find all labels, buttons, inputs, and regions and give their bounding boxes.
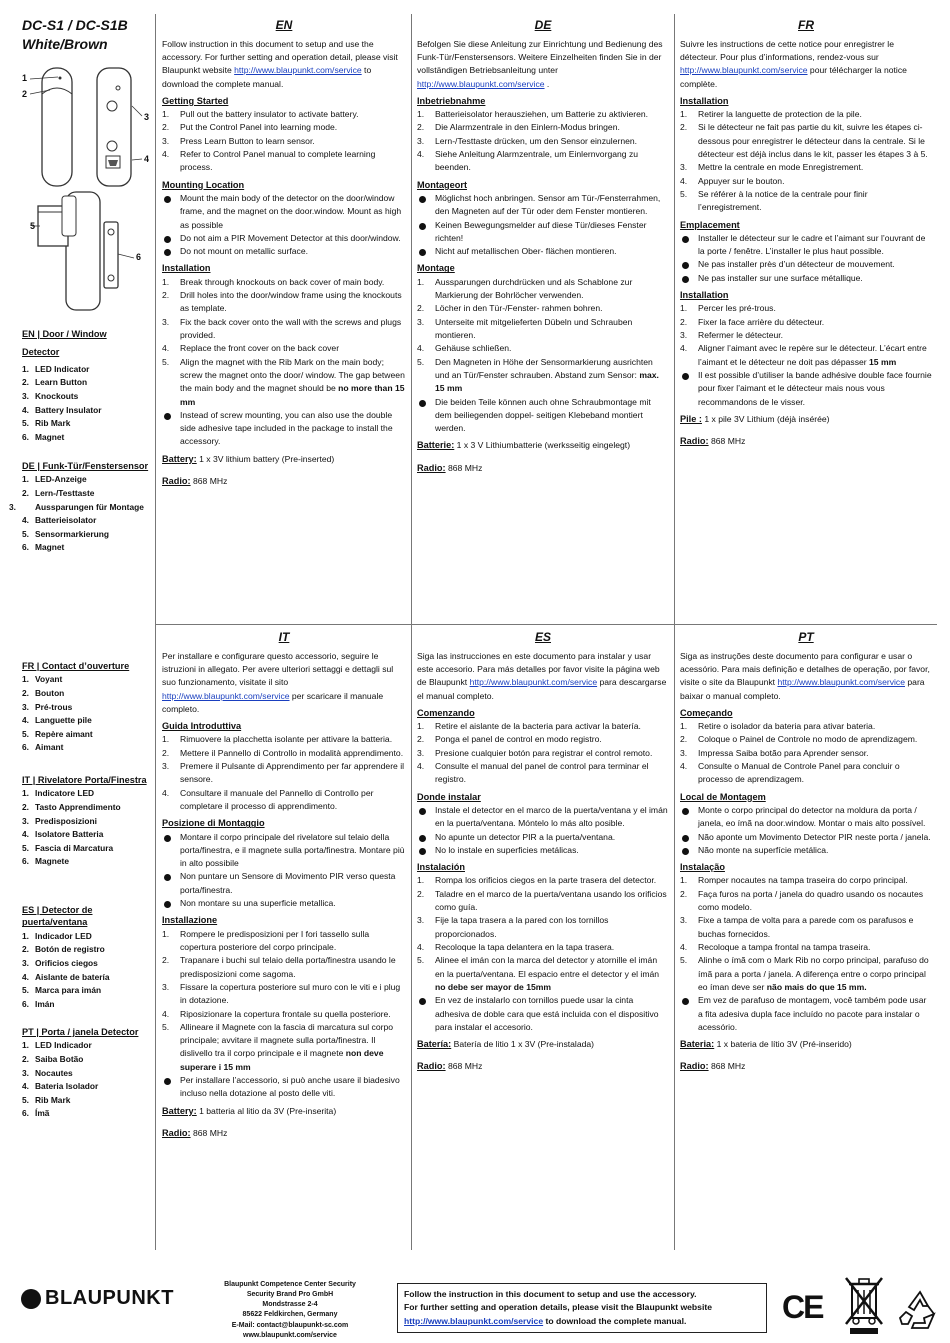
list-item: 3. Press Learn Button to learn sensor.: [162, 135, 315, 146]
ce-mark: CE: [782, 1289, 823, 1325]
language-title: FR: [798, 18, 814, 32]
list-item: 5. Fascia di Marcatura: [22, 842, 114, 853]
list-item: 5. Alinhe o ímã com o Mark Rib no corpo principal, parafuso do ímã para a porta / janela. A diferença entre o corpo principal eo íman deve ser não mais do que 15 mm.: [680, 955, 929, 992]
bullet-icon: [682, 262, 689, 269]
bullet-icon: [419, 998, 426, 1005]
language-title: IT: [278, 630, 290, 644]
parts-heading: ES | Detector de puerta/ventana: [22, 905, 93, 928]
parts-list-pt: [22, 1020, 152, 1121]
intro-text: Siga as instruções deste documento para configurar e usar o acessório. Para mais definição e detalhes de operação, por favor, visite o site da Blaupunkt http://www.blaupunkt.com/service para baixar o manual completo.: [680, 650, 930, 701]
list-item: 2. Tasto Apprendimento: [22, 802, 121, 813]
list-item: 6. Aimant: [22, 742, 64, 753]
list-item: 5. Marca para imán: [22, 985, 102, 996]
product-subtitle: White/Brown: [22, 35, 108, 52]
list-item: Monte o corpo principal do detector na moldura da porta / janela, eo ímã na door.window. Montar o mais alto possível.: [680, 804, 932, 831]
list-item: 2. Fixer la face arrière du détecteur.: [680, 316, 825, 327]
section-heading: Inbetriebnahme: [417, 95, 486, 106]
intro-text: Suivre les instructions de cette notice pour enregistrer le détecteur. Pour plus d’informations, rendez-vous sur http://www.blaupunkt.com/service pour télécharger la notice complète.: [680, 38, 907, 89]
list-item: 2. Si le détecteur ne fait pas partie du kit, suivre les étapes ci-dessous pour enregistrer le détecteur dans la centrale. Si le détecteur est déjà inclus dans le kit, passer les étapes 3 à 5.: [680, 122, 928, 160]
list-item: 3. Unterseite mit mitgelieferten Dübeln und Schrauben montieren.: [417, 316, 633, 340]
section-heading: Começando: [680, 707, 733, 718]
radio-spec: Radio: 868 MHz: [417, 462, 483, 473]
intro-text: Per installare e configurare questo accessorio, seguire le istruzioni in allegato. Per avere ulteriori settaggi e dettagli sul suo funzionamento, visitate il sito http://www.blaupunkt.com/service per scaricare il manuale completo.: [162, 650, 394, 714]
list-item: 1. Rimuovere la placchetta isolante per attivare la batteria.: [162, 734, 393, 745]
list-item: 1. Retire el aislante de la bacteria para activar la batería.: [417, 721, 641, 732]
language-title: EN: [275, 18, 293, 32]
bullet-icon: [164, 249, 171, 256]
list-item: 1. Pull out the battery insulator to activate battery.: [162, 109, 359, 120]
section-heading: Local de Montagem: [680, 791, 766, 802]
list-item: Il est possible d’utiliser la bande adhésive double face fournie pour fixer l’aimant et le détecteur mais nous vous recommandons de le visser.: [680, 369, 932, 409]
parts-subheading: Detector: [22, 347, 60, 358]
list-item: 3. Pré-trous: [22, 701, 73, 712]
parts-list-it: [22, 768, 152, 869]
list-item: 1. Percer les pré-trous.: [680, 303, 776, 314]
list-item: 4. Replace the front cover on the back cover: [162, 343, 340, 354]
bullet-icon: [164, 1078, 171, 1085]
list-item: 5. Rib Mark: [22, 418, 71, 429]
list-item: 1. Aussparungen durchdrücken und als Schablone zur Markierung der Bohrlöcher verwenden.: [417, 276, 633, 301]
list-item: Ne pas installer près d’un détecteur de mouvement.: [680, 258, 932, 271]
callout-6: 6: [136, 252, 142, 262]
intro-text: Siga las instrucciones en este documento para instalar y usar este accesorio. Para más detalles por favor visite la página web de Blaupunkt http://www.blaupunkt.com/service para descargarse el manual completo.: [417, 650, 667, 701]
list-item: 6. Imán: [22, 998, 55, 1009]
list-item: 4. Consulte o Manual de Controle Panel para concluir o processo de aprendizagem.: [680, 761, 900, 785]
list-item: 1. LED Indicador: [22, 1040, 92, 1051]
list-item: 3. Premere il Pulsante di Apprendimento per far apprendere il sensore.: [162, 761, 405, 785]
section-heading: Comenzando: [417, 707, 475, 718]
list-item: 2. Learn Button: [22, 377, 88, 388]
list-item: Möglichst hoch anbringen. Sensor am Tür-/Fensterrahmen, den Magneten auf der Tür oder dem Fenster montieren.: [417, 192, 669, 219]
list-item: Non montare su una superficie metallica.: [162, 897, 406, 910]
max-gap-value: max. 15 mm: [435, 369, 659, 394]
footer-service-link[interactable]: http://www.blaupunkt.com/service: [404, 1315, 544, 1326]
weee-bin-icon: [844, 1276, 884, 1336]
battery-spec: Pile : 1 x pile 3V Lithium (déjà insérée): [680, 413, 830, 424]
list-item: 1. Retire o isolador da bateria para ativar bateria.: [680, 721, 876, 732]
section-en: [162, 16, 406, 616]
list-item: Installer le détecteur sur le cadre et l’aimant sur l’ouvrant de la porte / fenêtre. L’installer le plus haut possible.: [680, 232, 932, 259]
blaupunkt-dot-icon: [20, 1288, 42, 1310]
bullet-icon: [419, 249, 426, 256]
product-title: DC-S1 / DC-S1B: [22, 17, 128, 33]
battery-spec: Batería: Batería de litio 1 x 3V (Pre-instalada): [417, 1039, 595, 1050]
list-item: 5. Align the magnet with the Rib Mark on the main body; screw the magnet onto the door/ window. The gap between the main body and the magnet should be no more than 15 mm: [162, 356, 405, 407]
list-item: 3. Predisposizioni: [22, 815, 97, 826]
list-item: 4. Siehe Anleitung Alarmzentrale, um Einlernvorgang zu beenden.: [417, 149, 639, 173]
list-item: 4. Riposizionare la copertura frontale su quella posteriore.: [162, 1008, 391, 1019]
list-item: 2. Bouton: [22, 688, 65, 699]
list-item: 3. Mettre la centrale en mode Enregistrement.: [680, 162, 864, 173]
callout-3: 3: [144, 112, 150, 122]
list-item: Ne pas installer sur une surface métallique.: [680, 272, 932, 285]
section-heading: Mounting Location: [162, 179, 245, 190]
section-it: [162, 628, 406, 1246]
section-fr: [680, 16, 932, 616]
brand-logo: [20, 1283, 174, 1314]
section-heading: Getting Started: [162, 95, 229, 106]
knockout-icon: [107, 141, 117, 151]
list-item: 5. Alinee el imán con la marca del detector y atornille el imán en la puerta/ventana. El espacio entre el detector y el imán no debe ser mayor de 15mm: [417, 955, 660, 992]
battery-spec: Battery: 1 x 3V lithium battery (Pre-inserted): [162, 453, 335, 464]
list-item: 3. Aussparungen für Montage: [9, 501, 144, 512]
parts-heading: EN | Door / Window: [22, 329, 107, 339]
bullet-icon: [682, 808, 689, 815]
bullet-icon: [682, 276, 689, 283]
list-item: 2. Trapanare i buchi sul telaio della porta/finestra usando le predisposizioni come sagoma.: [162, 955, 396, 979]
divider-right: [674, 14, 675, 1250]
language-title: DE: [534, 18, 552, 32]
list-item: Do not mount on metallic surface.: [162, 245, 406, 258]
service-link[interactable]: http://www.blaupunkt.com/service: [417, 78, 545, 89]
intro-text: Follow instruction in this document to setup and use the accessory. For further setting and operation detail, please visit Blaupunkt website http://www.blaupunkt.com/service to download the complete manual.: [162, 38, 398, 89]
list-item: 4. Isolatore Batteria: [22, 829, 104, 840]
bullet-icon: [682, 236, 689, 243]
parts-list-de: [9, 454, 152, 555]
parts-heading: IT | Rivelatore Porta/Finestra: [22, 775, 147, 785]
bullet-icon: [164, 196, 171, 203]
list-item: 4. Languette pile: [22, 715, 92, 726]
list-item: 2. Taladre en el marco de la puerta/ventana usando los orificios como guía.: [417, 888, 667, 913]
detector-side-top: [62, 196, 76, 236]
footer-notice-box: Follow the instruction in this document to setup and use the accessory. For further setting and operation details, please visit the Blaupunkt website http://www.blaupunkt.com/service to download the complete manual.: [397, 1283, 767, 1333]
callout-1: 1: [22, 73, 28, 83]
list-item: 4. Appuyer sur le bouton.: [680, 175, 785, 186]
parts-heading: DE | Funk-Tür/Fenstersensor: [22, 461, 149, 471]
list-item: Non puntare un Sensore di Movimento PIR verso questa porta/finestra.: [162, 870, 406, 897]
bullet-icon: [164, 835, 171, 842]
list-item: Per installare l’accessorio, si può anche usare il biadesivo incluso nella dotazione al posto delle viti.: [162, 1074, 406, 1101]
list-item: Do not aim a PIR Movement Detector at this door/window.: [162, 232, 406, 245]
battery-spec: Bateria: 1 x bateria de lítio 3V (Pré-inserido): [680, 1039, 852, 1050]
bullet-icon: [419, 848, 426, 855]
list-item: 2. Ponga el panel de control en modo registro.: [417, 734, 602, 745]
section-heading: Instalación: [417, 862, 465, 873]
section-heading: Emplacement: [680, 219, 740, 230]
divider-horizontal: [155, 624, 937, 625]
max-gap-value: 15 mm: [869, 356, 897, 367]
radio-spec: Radio: 868 MHz: [417, 1061, 483, 1072]
section-de: [417, 16, 669, 616]
max-gap-value: no debe ser mayor de 15mm: [435, 981, 552, 992]
list-item: 6. Magnete: [22, 856, 69, 867]
list-item: 3. Orificios ciegos: [22, 958, 98, 969]
knockout-icon: [107, 101, 117, 111]
language-title: ES: [534, 630, 551, 644]
list-item: Nicht auf metallischen Ober- flächen montieren.: [417, 245, 669, 258]
list-item: 2. Botón de registro: [22, 944, 105, 955]
led-indicator: [59, 77, 62, 80]
list-item: 5. Den Magneten in Höhe der Sensormarkierung ausrichten und an Tür/Fenster schrauben. Abstand zum Sensor: max. 15 mm: [417, 356, 659, 394]
list-item: 4. Gehäuse schließen.: [417, 343, 512, 354]
list-item: 3. Presione cualquier botón para registrar el control remoto.: [417, 747, 653, 758]
list-item: 1. Retirer la languette de protection de la pile.: [680, 109, 862, 120]
bullet-icon: [164, 413, 171, 420]
parts-list-es: [22, 898, 152, 1012]
list-item: Não monte na superfície metálica.: [680, 844, 932, 857]
product-header: [22, 16, 152, 54]
list-item: 6. Ímã: [22, 1108, 50, 1119]
list-item: 1. LED-Anzeige: [22, 474, 87, 485]
list-item: 1. Voyant: [22, 674, 63, 685]
list-item: Instead of screw mounting, you can also use the double side adhesive tape included in the package to install the accessory.: [162, 409, 406, 449]
bullet-icon: [419, 808, 426, 815]
battery-spec: Batterie: 1 x 3 V Lithiumbatterie (werksseitig eingelegt): [417, 440, 631, 451]
section-heading: Guida Introduttiva: [162, 721, 242, 732]
list-item: 5. Sensormarkierung: [22, 528, 110, 539]
bullet-icon: [419, 223, 426, 230]
section-heading: Installation: [680, 290, 729, 301]
list-item: 5. Rib Mark: [22, 1094, 71, 1105]
list-item: 4. Consulte el manual del panel de control para terminar el registro.: [417, 761, 649, 785]
detector-front: [42, 68, 72, 186]
bullet-icon: [682, 835, 689, 842]
list-item: 3. Impressa Saiba botão para Aprender sensor.: [680, 747, 869, 758]
callout-4: 4: [144, 154, 150, 164]
max-gap-value: no more than 15 mm: [180, 383, 405, 407]
knockout-icon: [116, 86, 120, 90]
section-heading: Instalação: [680, 862, 725, 873]
list-item: 5. Allineare il Magnete con la fascia di marcatura sul corpo principale; avvitare il magnete sulla porta/finestra. Il dislivello tra il corpo principale e il magnete non deve superare i 15 mm: [162, 1021, 394, 1072]
footer-notice-line2: For further setting and operation details, please visit the Blaupunkt website: [404, 1302, 712, 1313]
service-link[interactable]: http://www.blaupunkt.com/service: [162, 690, 290, 701]
list-item: 1. Rompere le predisposizioni per I fori tassello sulla copertura posteriore del corpo principale.: [162, 928, 370, 952]
section-heading: Installation: [162, 263, 211, 274]
footer-notice-line1: Follow the instruction in this document to setup and use the accessory.: [404, 1289, 697, 1299]
list-item: 5. Repère aimant: [22, 728, 93, 739]
list-item: 4. Battery Insulator: [22, 404, 102, 415]
list-item: 2. Drill holes into the door/window frame using the knockouts as template.: [162, 290, 402, 314]
list-item: 4. Bateria Isolador: [22, 1081, 99, 1092]
list-item: 2. Coloque o Painel de Controle no modo de aprendizagem.: [680, 734, 918, 745]
max-gap-value: não mais do que 15 mm.: [766, 981, 867, 992]
section-es: [417, 628, 669, 1246]
parts-list-fr: [22, 654, 152, 755]
list-item: 4. Refer to Control Panel manual to complete learning process.: [162, 149, 376, 173]
bullet-icon: [682, 373, 689, 380]
list-item: 6. Magnet: [22, 431, 65, 442]
list-item: 1. LED Indicator: [22, 363, 90, 374]
list-item: 2. Saiba Botão: [22, 1054, 84, 1065]
list-item: 1. Break through knockouts on back cover of main body.: [162, 276, 385, 287]
list-item: 3. Fixe a tampa de volta para a parede com os parafusos e buchas fornecidos.: [680, 915, 914, 939]
list-item: 4. Aligner l’aimant avec le repère sur le détecteur. L’écart entre l’aimant et le détecteur ne doit pas dépasser 15 mm: [680, 343, 927, 367]
list-item: 4. Batterieisolator: [22, 515, 97, 526]
list-item: Não aponte um Movimento Detector PIR neste porta / janela.: [680, 831, 932, 844]
list-item: 3. Fije la tapa trasera a la pared con los tornillos proporcionados.: [417, 915, 609, 939]
list-item: Keinen Bewegungsmelder auf diese Tür/dieses Fenster richten!: [417, 219, 669, 246]
radio-spec: Radio: 868 MHz: [680, 436, 746, 447]
list-item: 5. Se référer à la notice de la centrale pour finir l’enregistrement.: [680, 188, 868, 213]
list-item: En vez de instalarlo con tornillos puede usar la cinta adhesiva de doble cara que está incluida con el dispositivo para instalar el accesorio.: [417, 994, 669, 1034]
bullet-icon: [419, 196, 426, 203]
list-item: 3. Lern-/Testtaste drücken, um den Sensor einzulernen.: [417, 135, 638, 146]
list-item: 1. Indicador LED: [22, 930, 92, 941]
list-item: 3. Knockouts: [22, 391, 79, 402]
list-item: 4. Recoloque la tapa delantera en la tapa trasera.: [417, 941, 615, 952]
max-gap-value: non deve superare i 15 mm: [180, 1048, 384, 1072]
bullet-icon: [164, 236, 171, 243]
bullet-icon: [682, 848, 689, 855]
list-item: 2. Lern-/Testtaste: [22, 488, 95, 499]
brand-name: BLAUPUNKT: [45, 1287, 174, 1309]
bullet-icon: [682, 998, 689, 1005]
battery-spec: Battery: 1 batteria al litio da 3V (Pre-inserita): [162, 1105, 337, 1116]
language-title: PT: [798, 630, 814, 644]
list-item: 2. Faça furos na porta / janela do quadro usando os nocautes como modelo.: [680, 888, 924, 913]
section-heading: Installazione: [162, 915, 218, 926]
divider-mid: [411, 14, 412, 1250]
section-heading: Donde instalar: [417, 791, 481, 802]
list-item: Instale el detector en el marco de la puerta/ventana y el imán en la puerta/ventana. Móntelo lo más alto posible.: [417, 804, 669, 831]
section-heading: Posizione di Montaggio: [162, 818, 265, 829]
list-item: 1. Rompa los orificios ciegos en la parte trasera del detector.: [417, 875, 657, 886]
list-item: 3. Fissare la copertura posteriore sul muro con le viti e i plug in dotazione.: [162, 981, 401, 1006]
service-link[interactable]: http://www.blaupunkt.com/service: [680, 65, 808, 76]
list-item: Em vez de parafuso de montagem, você também pode usar a fita adesiva dupla face incluído no pacote para instalar o acessório.: [680, 994, 932, 1034]
radio-spec: Radio: 868 MHz: [162, 476, 228, 487]
list-item: 4. Aislante de batería: [22, 971, 110, 982]
service-link[interactable]: http://www.blaupunkt.com/service: [234, 65, 362, 76]
callout-2: 2: [22, 89, 28, 99]
list-item: 4. Recoloque a tampa frontal na tampa traseira.: [680, 941, 871, 952]
bullet-icon: [164, 874, 171, 881]
list-item: 4. Consultare il manuale del Pannello di Controllo per completare il processo di apprendimento.: [162, 787, 374, 811]
service-link[interactable]: http://www.blaupunkt.com/service: [469, 677, 598, 688]
list-item: 3. Fix the back cover onto the wall with the screws and plugs provided.: [162, 316, 402, 340]
radio-spec: Radio: 868 MHz: [162, 1128, 228, 1139]
list-item: No lo instale en superficies metálicas.: [417, 844, 669, 857]
footer-address: Blaupunkt Competence Center Security Security Brand Pro GmbH Mondstrasse 2-4 85622 Feldkirchen, Germany E-Mail: contact@blaupunkt-sc.com www.blaupunkt.com/service: [224, 1281, 356, 1339]
list-item: 1. Romper nocautes na tampa traseira do corpo principal.: [680, 875, 908, 886]
section-pt: [680, 628, 932, 1246]
section-heading: Montage: [417, 263, 455, 274]
parts-list-en: [22, 322, 152, 445]
recycle-icon: [898, 1288, 942, 1332]
list-item: 6. Magnet: [22, 542, 65, 553]
section-heading: Installation: [680, 95, 729, 106]
service-link[interactable]: http://www.blaupunkt.com/service: [777, 677, 905, 688]
list-item: 2. Löcher in den Tür-/Fenster- rahmen bohren.: [417, 303, 603, 314]
parts-heading: PT | Porta / janela Detector: [22, 1027, 139, 1037]
section-heading: Montageort: [417, 179, 468, 190]
divider-left: [155, 14, 156, 1250]
callout-5: 5: [30, 221, 36, 231]
list-item: 2. Die Alarmzentrale in den Einlern-Modus bringen.: [417, 122, 620, 133]
list-item: 3. Refermer le détecteur.: [680, 329, 784, 340]
list-item: 1. Batterieisolator herausziehen, um Batterie zu aktivieren.: [417, 109, 649, 120]
list-item: Die beiden Teile können auch ohne Schraubmontage mit dem beiliegenden doppel- seitigen Klebeband montiert werden.: [417, 396, 669, 436]
list-item: 2. Put the Control Panel into learning mode.: [162, 122, 338, 133]
list-item: 1. Indicatore LED: [22, 788, 95, 799]
device-illustration: [22, 60, 154, 320]
list-item: No apunte un detector PIR a la puerta/ventana.: [417, 831, 669, 844]
bullet-icon: [419, 835, 426, 842]
radio-spec: Radio: 868 MHz: [680, 1061, 746, 1072]
parts-heading: FR | Contact d’ouverture: [22, 661, 130, 671]
list-item: 2. Mettere il Pannello di Controllo in modalità apprendimento.: [162, 747, 404, 758]
list-item: Montare il corpo principale del rivelatore sul telaio della porta/finestra, e il magnete sulla porta/finestra. Montare più in alto possibile: [162, 831, 406, 871]
list-item: Mount the main body of the detector on the door/window frame, and the magnet on the door.window. Mount as high as possible: [162, 192, 406, 232]
bullet-icon: [419, 400, 426, 407]
list-item: 3. Nocautes: [22, 1067, 73, 1078]
intro-text: Befolgen Sie diese Anleitung zur Einrichtung und Bedienung des Funk-Tür/Fenstersensors. Weitere Einzelheiten finden Sie in der vollständigen Betriebsanleitung unter http://www.blaupunkt.com/service .: [417, 38, 663, 89]
bullet-icon: [164, 901, 171, 908]
